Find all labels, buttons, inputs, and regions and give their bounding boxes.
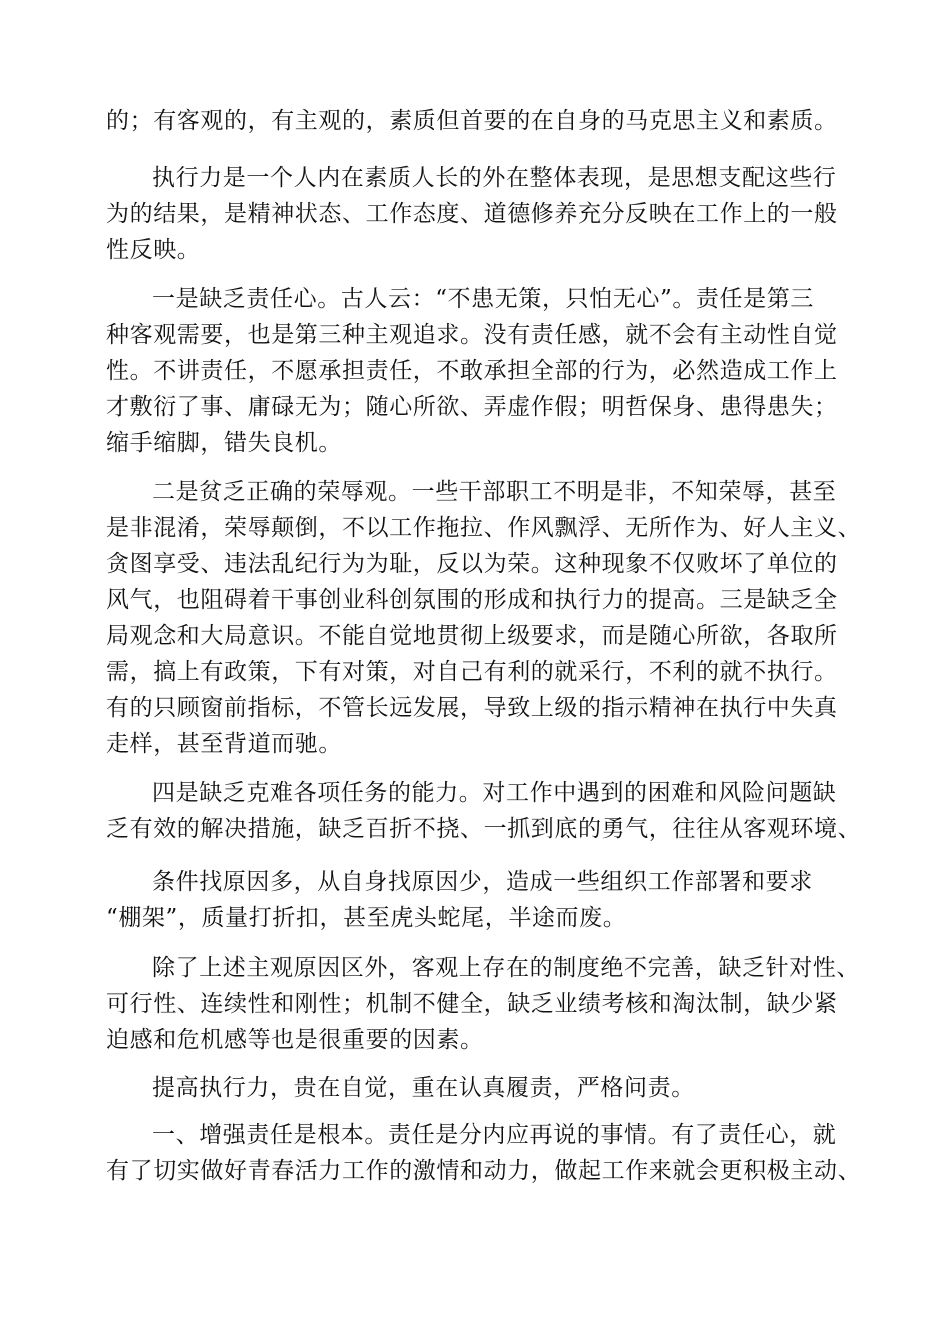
- text-line: 提高执行力，贵在自觉，重在认真履责，严格问责。: [152, 1075, 695, 1101]
- text-line: 四是缺乏克难各项任务的能力。对工作中遇到的困难和风险问题缺: [152, 780, 837, 806]
- text-line: 为的结果，是精神状态、工作态度、道德修养充分反映在工作上的一般: [106, 201, 838, 227]
- text-line: 需，搞上有政策，下有对策，对自己有利的就采行，不利的就不执行。: [106, 659, 838, 685]
- text-line: 乏有效的解决措施，缺乏百折不挠、一抓到底的勇气，往往从客观环境、: [106, 816, 862, 842]
- text-line: 走样，甚至背道而驰。: [106, 731, 342, 757]
- text-line: 才敷衍了事、庸碌无为；随心所欲、弄虚作假；明哲保身、患得患失；: [106, 394, 838, 420]
- text-line: 一、增强责任是根本。责任是分内应再说的事情。有了责任心，就: [152, 1122, 837, 1148]
- text-line: 局观念和大局意识。不能自觉地贯彻上级要求，而是随心所欲，各取所: [106, 623, 838, 649]
- text-line: 性。不讲责任，不愿承担责任，不敢承担全部的行为，必然造成工作上: [106, 358, 838, 384]
- text-line: 缩手缩脚，错失良机。: [106, 430, 342, 456]
- text-line: 有的只顾窗前指标，不管长远发展，导致上级的指示精神在执行中失真: [106, 695, 838, 721]
- text-line: 除了上述主观原因区外，客观上存在的制度绝不完善，缺乏针对性、: [152, 955, 860, 981]
- text-line: 执行力是一个人内在素质人长的外在整体表现，是思想支配这些行: [152, 165, 837, 191]
- text-line: 是非混淆，荣辱颠倒，不以工作拖拉、作风飘浮、无所作为、好人主义、: [106, 515, 862, 541]
- text-line: 贪图享受、违法乱纪行为为耻，反以为荣。这种现象不仅败坏了单位的: [106, 551, 838, 577]
- text-line: 种客观需要，也是第三种主观追求。没有责任感，就不会有主动性自觉: [106, 322, 838, 348]
- text-line: 可行性、连续性和刚性；机制不健全，缺乏业绩考核和淘汰制，缺少紧: [106, 991, 838, 1017]
- text-line: 的；有客观的，有主观的，素质但首要的在自身的马克思主义和素质。: [106, 108, 838, 134]
- text-line: 迫感和危机感等也是很重要的因素。: [106, 1027, 484, 1053]
- text-line: 有了切实做好青春活力工作的激情和动力，做起工作来就会更积极主动、: [106, 1158, 862, 1184]
- text-line: 风气，也阻碍着干事创业科创氛围的形成和执行力的提高。三是缺乏全: [106, 587, 838, 613]
- text-line: 性反映。: [106, 237, 201, 263]
- text-line: 一是缺乏责任心。古人云：“不患无策，只怕无心”。责任是第三: [152, 286, 814, 312]
- text-line: “棚架”，质量打折扣，甚至虎头蛇尾，半途而废。: [106, 905, 627, 931]
- text-line: 条件找原因多，从自身找原因少，造成一些组织工作部署和要求: [152, 869, 813, 895]
- text-line: 二是贫乏正确的荣辱观。一些干部职工不明是非，不知荣辱，甚至: [152, 479, 837, 505]
